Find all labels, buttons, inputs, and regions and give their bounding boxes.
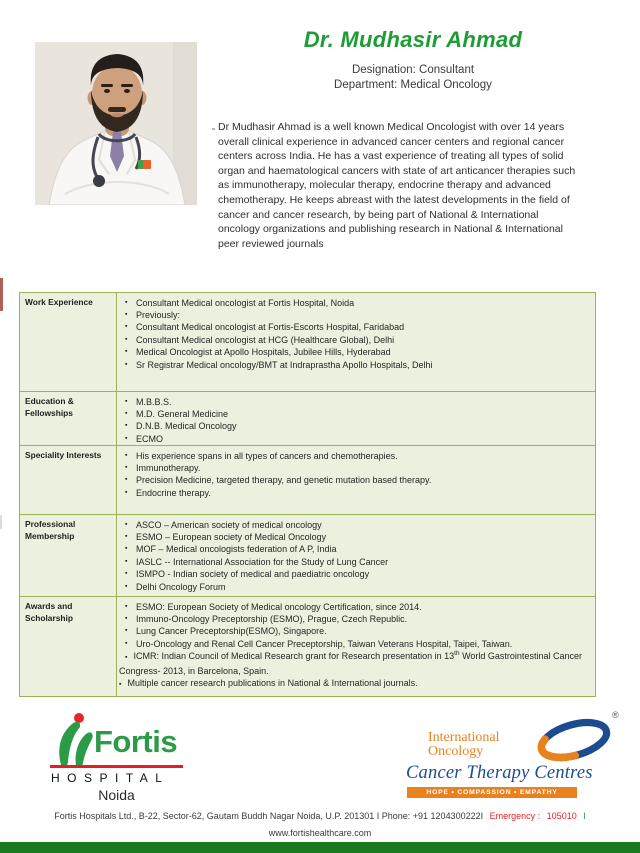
bullet-item (119, 396, 587, 408)
bullet-item (119, 321, 587, 333)
bullet-item (119, 601, 587, 613)
bullet-item (119, 309, 587, 321)
international-oncology-label (428, 731, 500, 758)
registered-trademark-icon: ® (612, 710, 619, 720)
fortis-brand-name: Fortis (94, 724, 178, 759)
bullet-text: Precision Medicine, targeted therapy, and genetic mutation based therapy. (136, 475, 432, 486)
bullet-text: Multiple cancer research publications in National & International journals. (127, 677, 418, 688)
scan-artifact (0, 515, 2, 529)
row-speciality-interests (20, 445, 595, 514)
row-label: Speciality Interests (20, 446, 117, 514)
io-tagline-banner: HOPE • COMPASSION • EMPATHY (407, 787, 577, 798)
bullet-item (119, 625, 587, 637)
row-items (117, 293, 595, 391)
designation-line: Designation: Consultant (351, 64, 475, 76)
bullet-text: Delhi Oncology Forum (136, 581, 226, 592)
bullet-item (119, 450, 587, 462)
row-label: Professional Membership (20, 515, 117, 596)
bullet-item (119, 408, 587, 420)
department-line: Department: Medical Oncology (334, 79, 492, 91)
bullet-text: Consultant Medical oncologist at HCG (Healthcare Global), Delhi (136, 334, 395, 345)
square-bullet-icon: ▪ (125, 335, 128, 343)
square-bullet-icon: ▪ (125, 557, 128, 565)
bullet-text: Uro-Oncology and Renal Cell Cancer Preceptorship, Taiwan Veterans Hospital, Taipei, Taiwan. (136, 638, 513, 649)
fortis-logo-icon (52, 712, 94, 770)
address-separator: I (583, 811, 586, 821)
bullet-text: ESMO – European society of Medical Oncology (136, 531, 327, 542)
bullet-text: Medical Oncologist at Apollo Hospitals, Jubilee Hills, Hyderabad (136, 347, 391, 358)
bullet-text: ECMO (136, 433, 163, 444)
bottom-green-bar (0, 842, 640, 853)
square-bullet-icon: ▪ (119, 680, 122, 688)
bullet-item (119, 650, 587, 677)
square-bullet-icon: ▪ (125, 422, 128, 430)
square-bullet-icon: ▪ (125, 582, 128, 590)
hospital-address (0, 811, 640, 821)
bullet-item (119, 568, 587, 580)
designation-block (197, 63, 629, 93)
bullet-text: th (454, 650, 460, 658)
square-bullet-icon: ▪ (125, 614, 128, 622)
row-label: Education & Fellowships (20, 392, 117, 445)
io-line2: Oncology (428, 743, 484, 759)
bullet-text: M.B.B.S. (136, 396, 172, 407)
square-bullet-icon: ▪ (125, 409, 128, 417)
square-bullet-icon: ▪ (125, 451, 128, 459)
row-label: Work Experience (20, 293, 117, 391)
emergency-label: Emergency : (489, 811, 541, 821)
bullet-item (119, 474, 587, 486)
scan-artifact (212, 128, 215, 130)
bullet-text: D.N.B. Medical Oncology (136, 421, 237, 432)
bullet-text: ISMPO - Indian society of medical and paediatric oncology (136, 569, 370, 580)
scan-artifact (0, 278, 3, 311)
page-title: Dr. Mudhasir Ahmad (303, 27, 523, 52)
square-bullet-icon: ▪ (125, 434, 128, 442)
row-work-experience (20, 293, 595, 391)
emergency-number: 105010 (546, 811, 577, 821)
io-line1: International (428, 730, 500, 745)
bullet-text: M.D. General Medicine (136, 408, 229, 419)
bullet-item (119, 433, 587, 445)
square-bullet-icon: ▪ (125, 463, 128, 471)
bullet-text: Previously: (136, 309, 181, 320)
square-bullet-icon: ▪ (125, 397, 128, 405)
square-bullet-icon: ▪ (125, 602, 128, 610)
bullet-item (119, 519, 587, 531)
bullet-item (119, 613, 587, 625)
oncology-swoosh-icon (526, 711, 622, 769)
row-awards-scholarship (20, 596, 595, 696)
bullet-text: World Gastrointestinal Cancer Congress- 2013, in Barcelona, Spain. (119, 651, 582, 676)
square-bullet-icon: ▪ (125, 310, 128, 318)
bullet-item (119, 556, 587, 568)
bullet-item (119, 462, 587, 474)
fortis-hospital-label: HOSPITAL (51, 771, 170, 785)
bullet-item (119, 543, 587, 555)
bullet-text: ASCO – American society of medical oncology (136, 519, 322, 530)
doctor-bio: Dr Mudhasir Ahmad is a well known Medical Oncologist with over 14 years overall clinical experience in advanced cancer centers and regional cancer centers across India. He has a vast experience of treating all types of solid organ and haematological cancers with state of art anticancer therapies such as immunotherapy, molecular therapy, endocrine therapy and advanced chemotherapy. He keeps abreast with the latest developments in the field of cancer and cancer research, by being part of National & International oncology organizations and publishing research in National & International peer reviewed journals (218, 121, 576, 250)
bullet-item (119, 487, 587, 499)
bullet-text: Endocrine therapy. (136, 487, 211, 498)
bullet-item (119, 581, 587, 593)
bullet-item (119, 677, 587, 691)
address-main: Fortis Hospitals Ltd., B-22, Sector-62, Gautam Buddh Nagar Noida, U.P. 201301 I Phone: +91 1204300222I (54, 811, 484, 821)
square-bullet-icon: ▪ (125, 532, 128, 540)
row-items (117, 392, 595, 445)
fortis-logo-divider (50, 765, 183, 768)
bullet-item (119, 359, 587, 371)
bullet-text: Immunotherapy. (136, 462, 201, 473)
bullet-text: His experience spans in all types of cancers and chemotherapies. (136, 450, 398, 461)
bullet-item (119, 638, 587, 650)
doctor-portrait-illustration (35, 42, 197, 205)
website-link[interactable]: www.fortishealthcare.com (268, 828, 372, 838)
square-bullet-icon: ▪ (125, 654, 128, 662)
bullet-item (119, 531, 587, 543)
square-bullet-icon: ▪ (125, 360, 128, 368)
square-bullet-icon: ▪ (125, 545, 128, 553)
cancer-therapy-centres-label: Cancer Therapy Centres (406, 763, 593, 783)
row-professional-membership (20, 514, 595, 596)
square-bullet-icon: ▪ (125, 323, 128, 331)
bullet-item (119, 346, 587, 358)
bullet-item (119, 297, 587, 309)
profile-table (19, 292, 596, 697)
fortis-city-label: Noida (98, 787, 135, 803)
bullet-item (119, 334, 587, 346)
row-items (117, 597, 595, 696)
row-education-fellowships (20, 391, 595, 445)
row-items (117, 515, 595, 596)
square-bullet-icon: ▪ (125, 348, 128, 356)
square-bullet-icon: ▪ (125, 570, 128, 578)
doctor-photo (35, 42, 197, 205)
bullet-text: Lung Cancer Preceptorship(ESMO), Singapore. (136, 626, 327, 637)
square-bullet-icon: ▪ (125, 298, 128, 306)
row-items (117, 446, 595, 514)
square-bullet-icon: ▪ (125, 639, 128, 647)
bullet-text: MOF – Medical oncologists federation of A P, India (136, 544, 337, 555)
bullet-text: Immuno-Oncology Preceptorship (ESMO), Prague, Czech Republic. (136, 613, 408, 624)
square-bullet-icon: ▪ (125, 488, 128, 496)
bullet-item (119, 420, 587, 432)
row-label: Awards and Scholarship (20, 597, 117, 696)
square-bullet-icon: ▪ (125, 476, 128, 484)
square-bullet-icon: ▪ (125, 627, 128, 635)
bullet-text: ICMR: Indian Council of Medical Research grant for Research presentation in 13 (133, 651, 455, 662)
bullet-text: Consultant Medical oncologist at Fortis-Escorts Hospital, Faridabad (136, 322, 405, 333)
bullet-text: IASLC -- International Association for the Study of Lung Cancer (136, 556, 389, 567)
square-bullet-icon: ▪ (125, 520, 128, 528)
bullet-text: Sr Registrar Medical oncology/BMT at Indraprastha Apollo Hospitals, Delhi (136, 359, 433, 370)
bullet-text: ESMO: European Society of Medical oncology Certification, since 2014. (136, 601, 422, 612)
bullet-text: Consultant Medical oncologist at Fortis Hospital, Noida (136, 297, 355, 308)
